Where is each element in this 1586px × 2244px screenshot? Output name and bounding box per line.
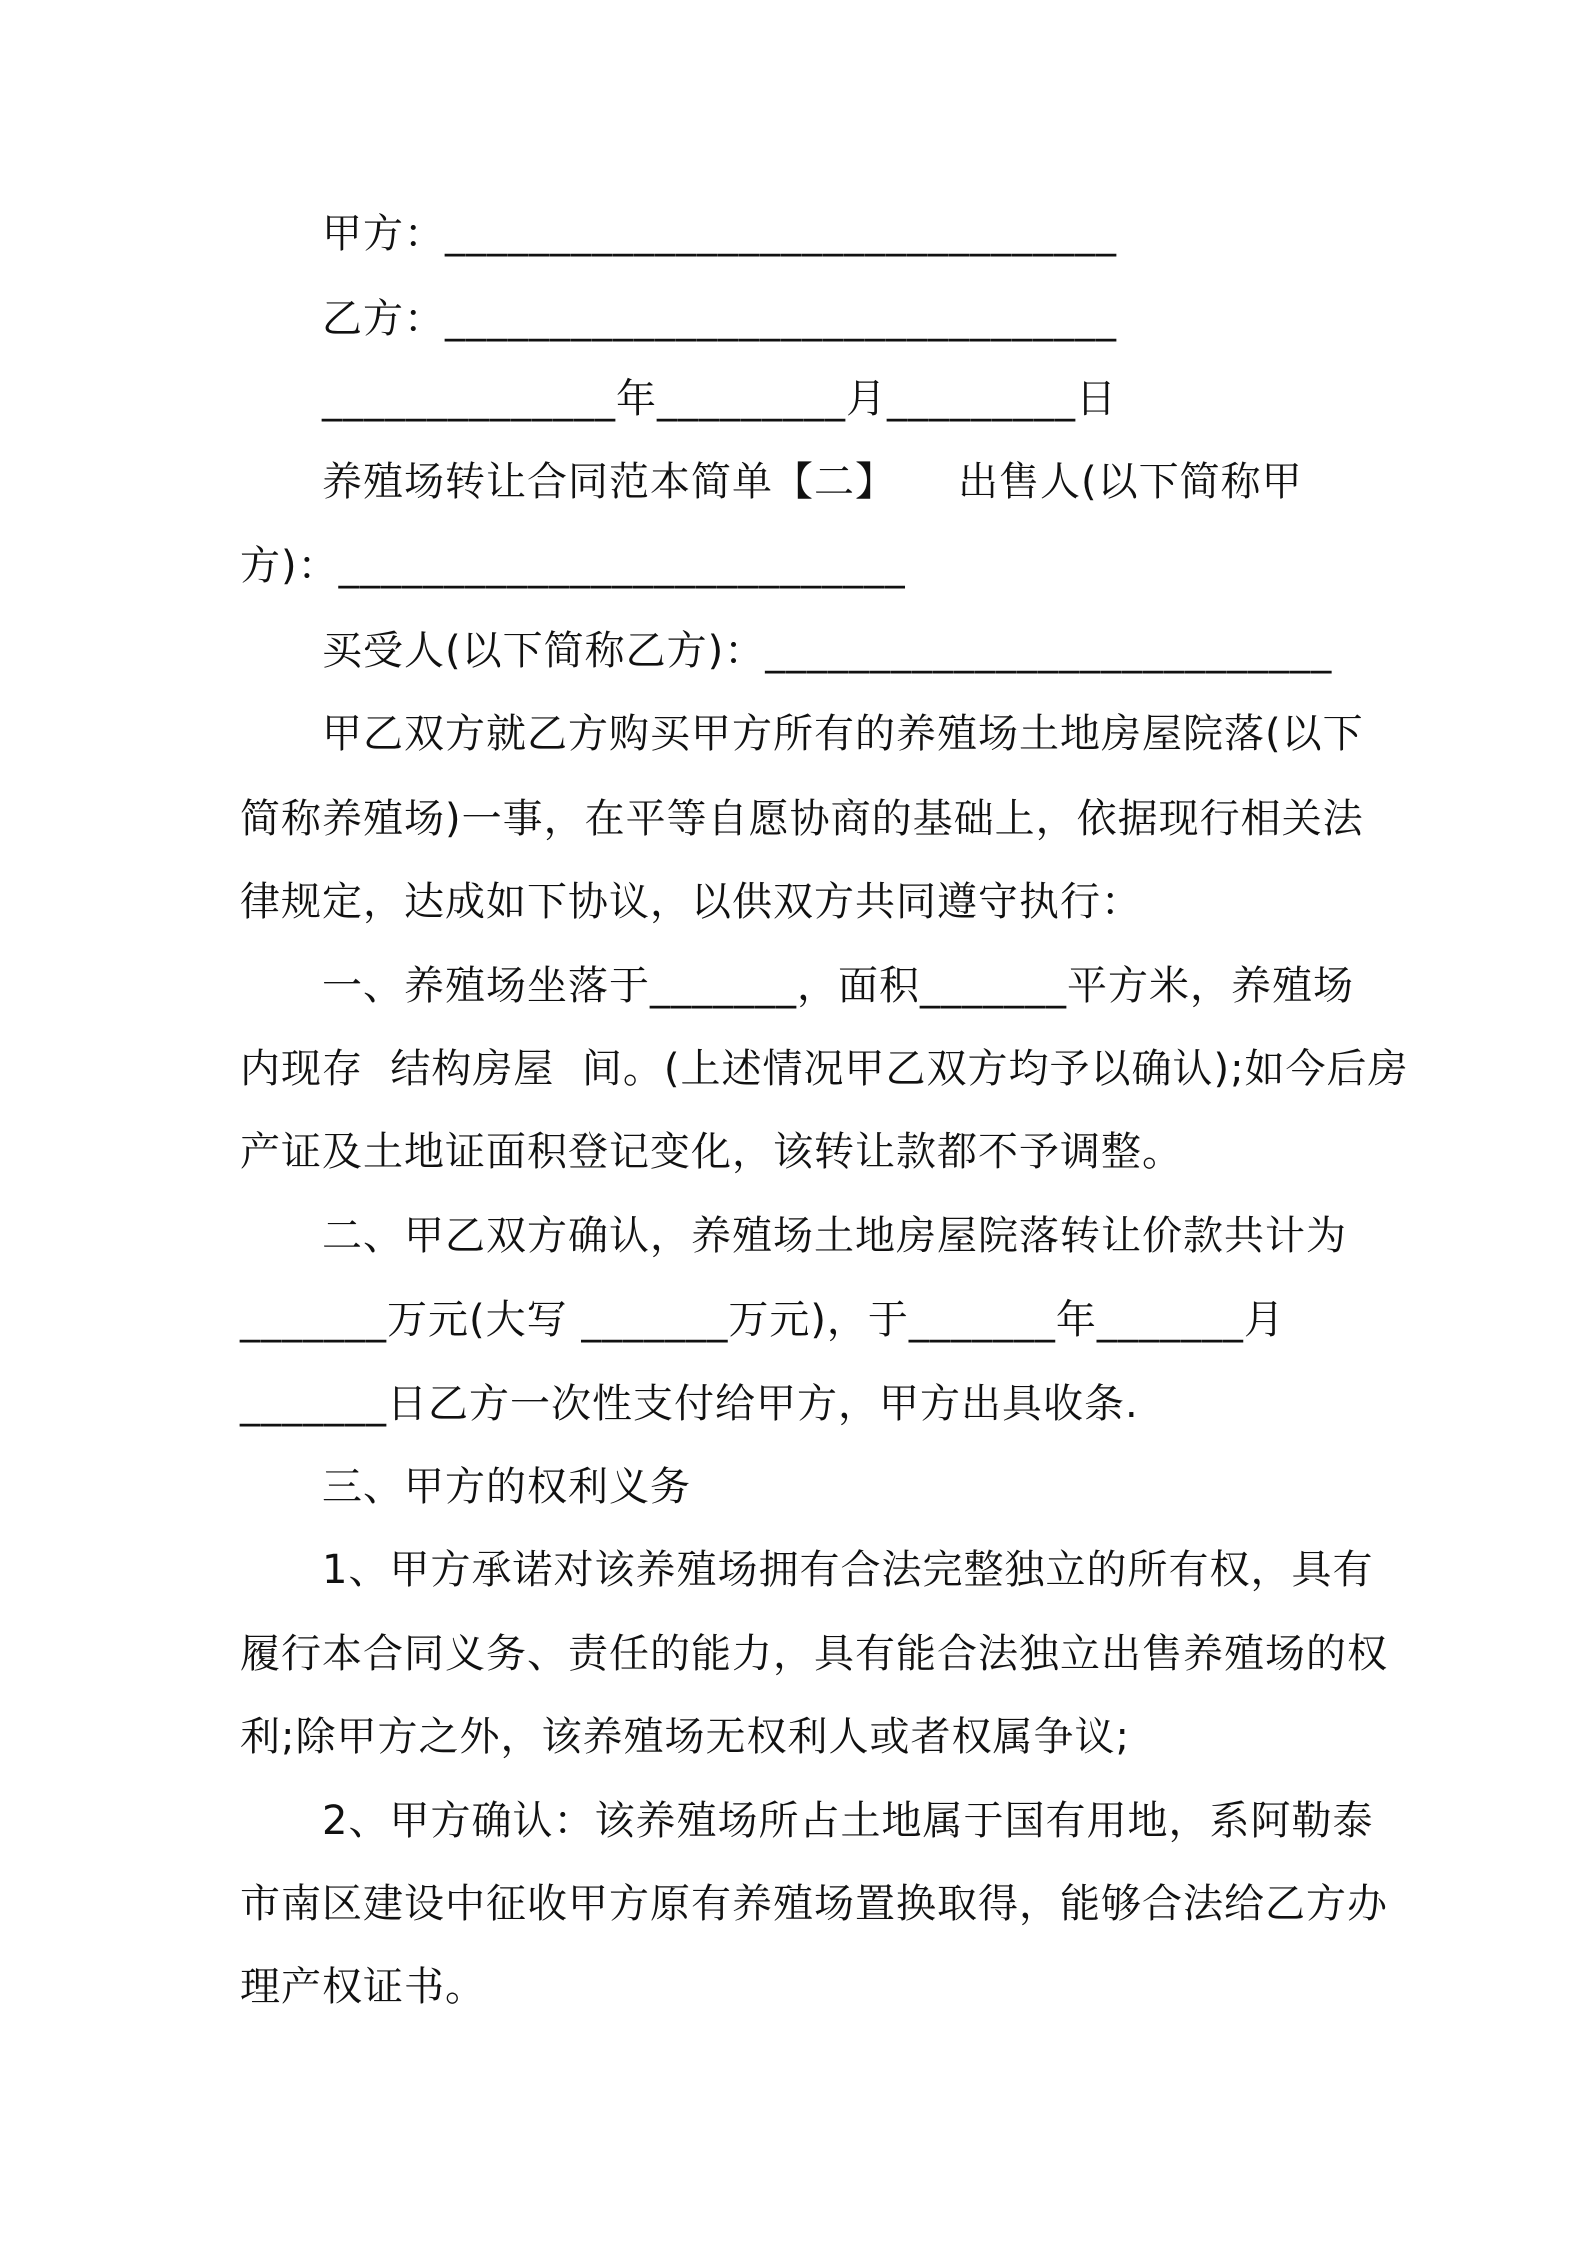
section-title-seller-line: 养殖场转让合同范本简单【二】 出售人(以下简称甲 (322, 459, 1303, 505)
clause-1-line: 内现存 结构房屋 间。(上述情况甲乙双方均予以确认);如今后房 (240, 1046, 1409, 1092)
paragraph-line: 甲乙双方就乙方购买甲方所有的养殖场土地房屋院落(以下 (322, 711, 1364, 757)
date-line: ______________年_________月_________日 (322, 376, 1117, 422)
clause-3-heading: 三、甲方的权利义务 (322, 1464, 691, 1510)
clause-3-item-1-line: 1、甲方承诺对该养殖场拥有合法完整独立的所有权，具有 (322, 1547, 1374, 1593)
clause-3-item-2-line: 理产权证书。 (240, 1964, 486, 2010)
clause-3-item-2-line: 市南区建设中征收甲方原有养殖场置换取得，能够合法给乙方办 (240, 1881, 1388, 1927)
clause-1-line: 产证及土地证面积登记变化，该转让款都不予调整。 (240, 1129, 1183, 1175)
clause-2-line: _______万元(大写 _______万元)，于_______年_______月 (240, 1297, 1285, 1343)
seller-line-cont: 方)：___________________________ (240, 543, 906, 589)
party-b-line: 乙方：________________________________ (322, 296, 1117, 342)
clause-2-line: _______日乙方一次性支付给甲方，甲方出具收条. (240, 1381, 1139, 1427)
clause-3-item-1-line: 利;除甲方之外，该养殖场无权利人或者权属争议; (240, 1714, 1130, 1760)
paragraph-line: 简称养殖场)一事，在平等自愿协商的基础上，依据现行相关法 (240, 796, 1364, 842)
clause-1-line: 一、养殖场坐落于_______，面积_______平方米，养殖场 (322, 963, 1354, 1009)
clause-3-item-2-line: 2、甲方确认：该养殖场所占土地属于国有用地，系阿勒泰 (322, 1798, 1374, 1844)
paragraph-line: 律规定，达成如下协议，以供双方共同遵守执行： (240, 879, 1142, 925)
clause-3-item-1-line: 履行本合同义务、责任的能力，具有能合法独立出售养殖场的权 (240, 1631, 1388, 1677)
clause-2-line: 二、甲乙双方确认，养殖场土地房屋院落转让价款共计为 (322, 1213, 1347, 1259)
buyer-line: 买受人(以下简称乙方)：___________________________ (322, 628, 1333, 674)
party-a-line: 甲方：________________________________ (322, 211, 1117, 257)
